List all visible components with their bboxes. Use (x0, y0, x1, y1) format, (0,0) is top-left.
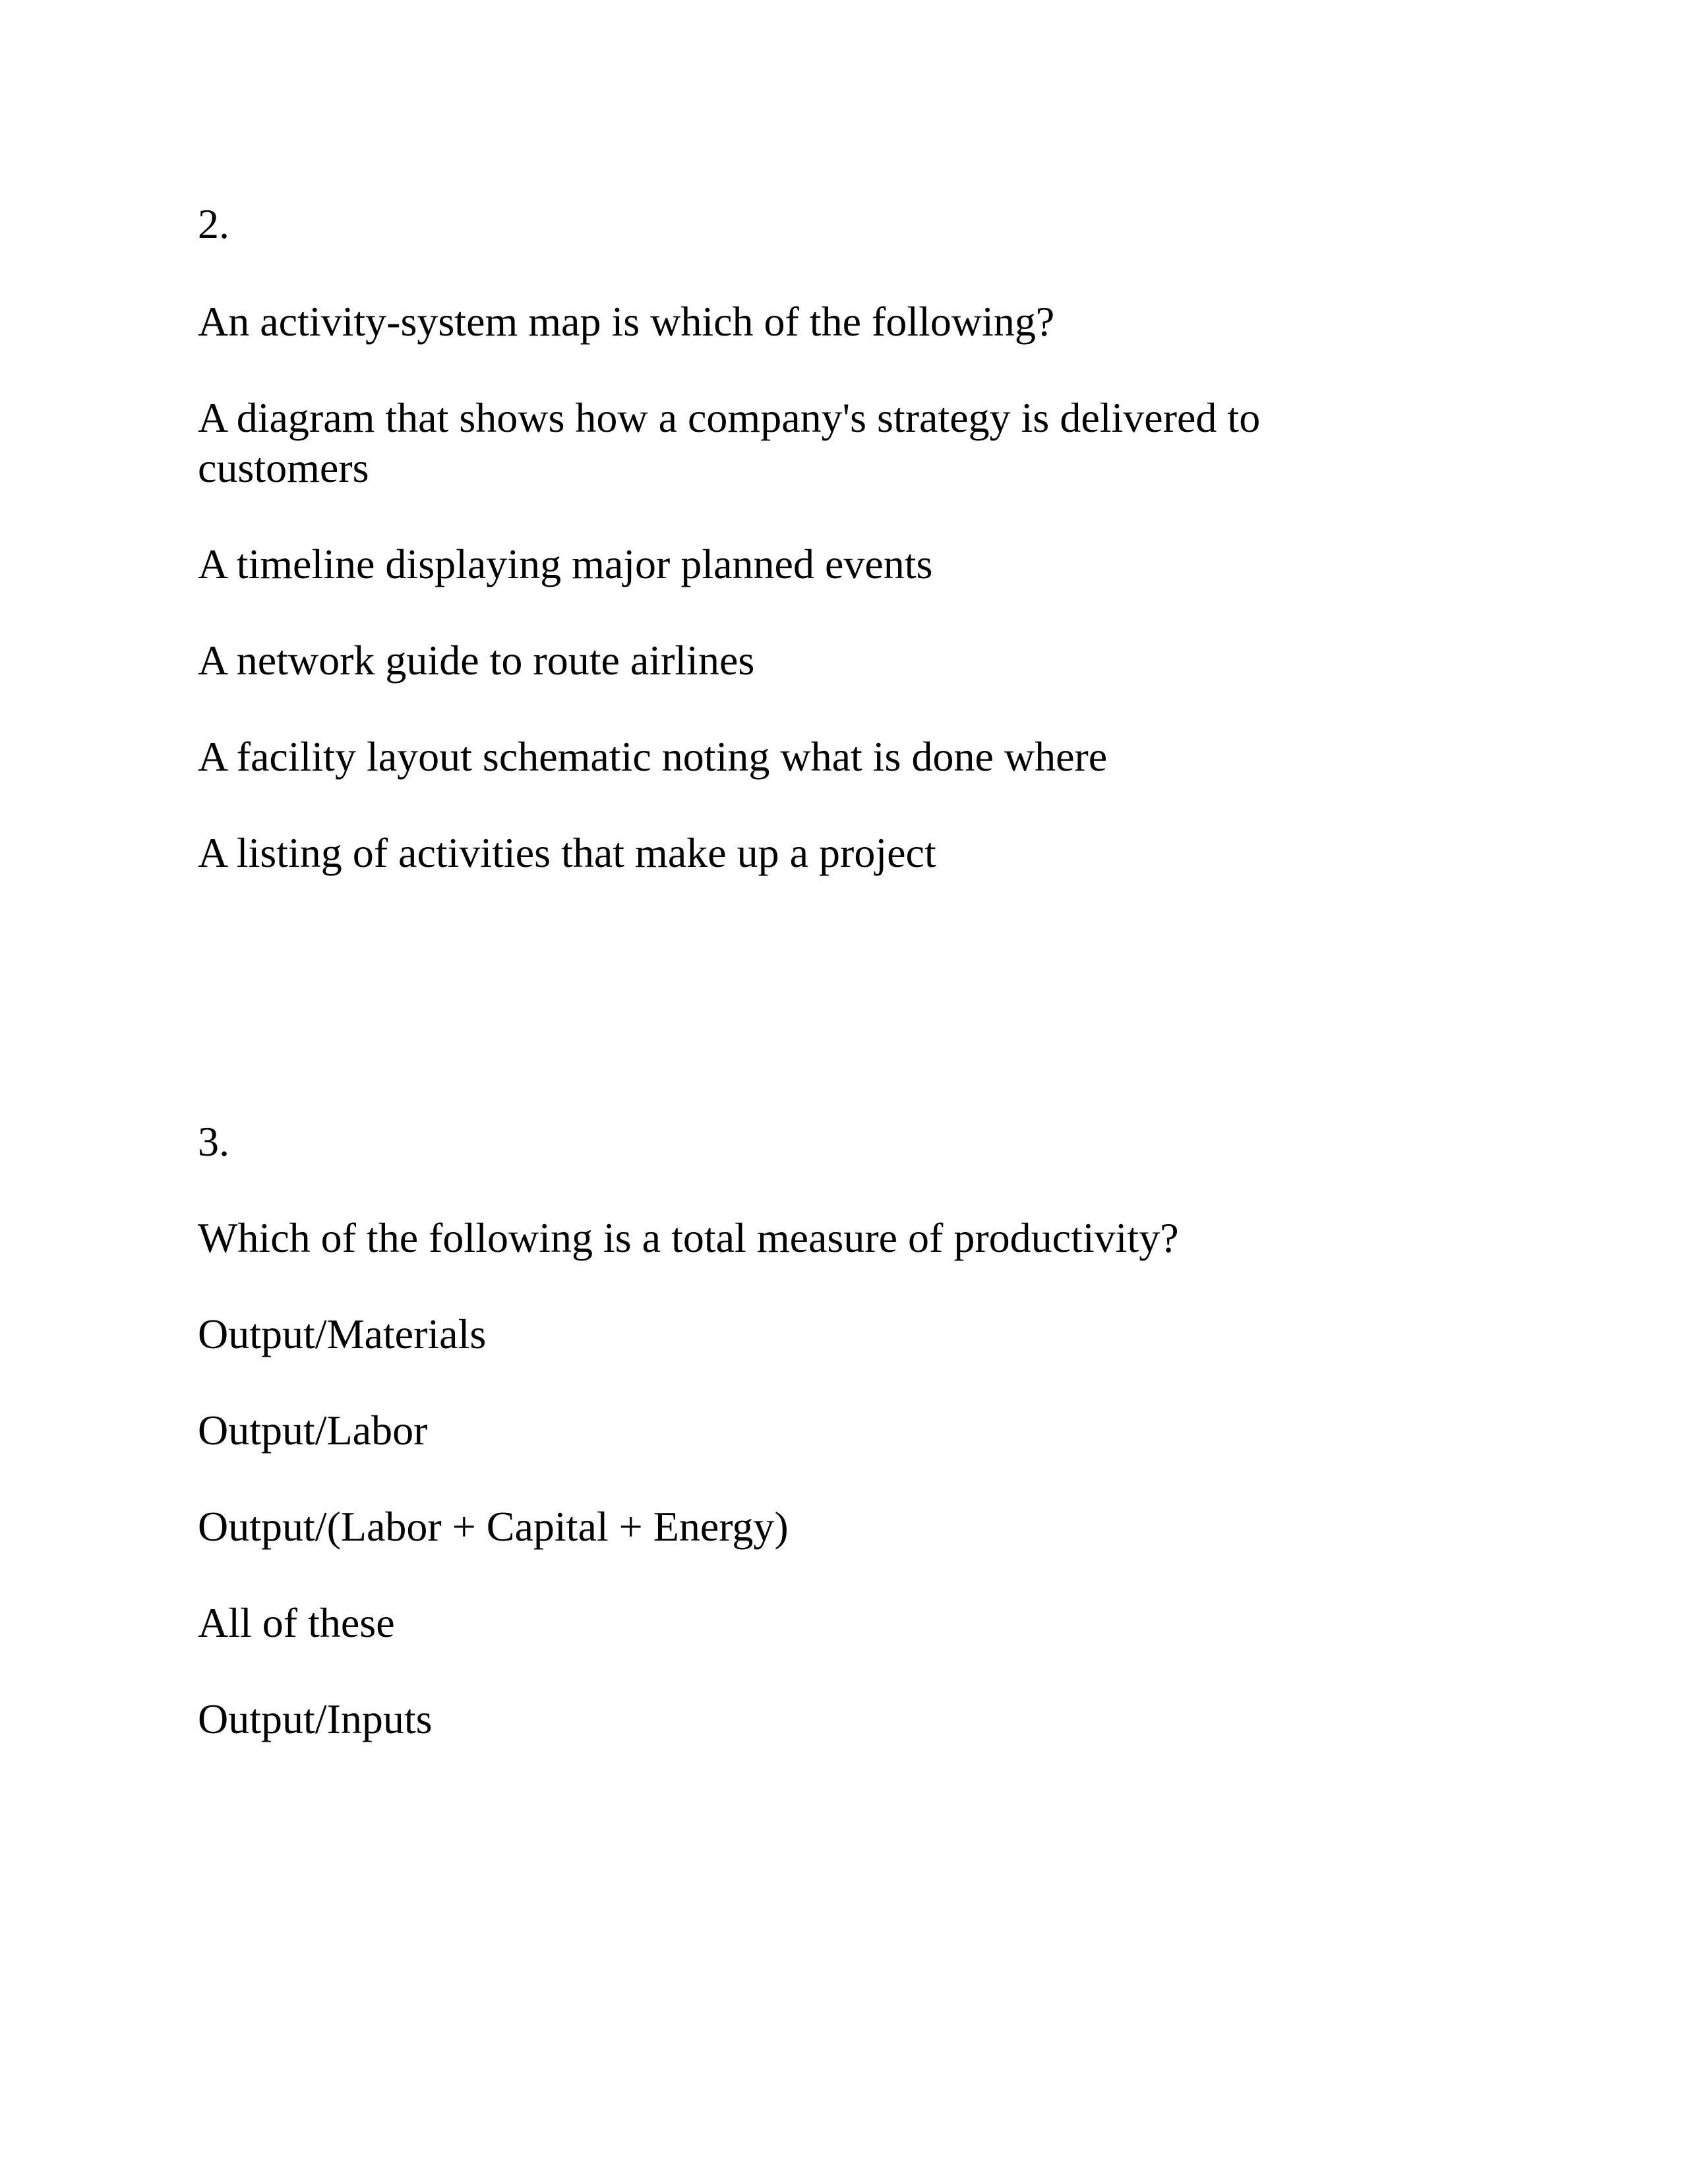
answer-option: A diagram that shows how a company's strategy is delivered to customers (198, 394, 1261, 491)
question-prompt: Which of the following is a total measure of productivity? (198, 1214, 1179, 1261)
question-prompt: An activity-system map is which of the following? (198, 298, 1055, 345)
answer-option: Output/Materials (198, 1311, 487, 1357)
answer-option: Output/(Labor + Capital + Energy) (198, 1503, 789, 1550)
answer-option: A network guide to route airlines (198, 637, 755, 684)
answer-option: Output/Labor (198, 1407, 428, 1454)
question-number: 2. (198, 200, 229, 247)
answer-option: All of these (198, 1599, 395, 1646)
answer-option: A timeline displaying major planned events (198, 541, 933, 587)
answer-option: A facility layout schematic noting what is done where (198, 733, 1108, 780)
answer-option: A listing of activities that make up a project (198, 829, 936, 876)
answer-option: Output/Inputs (198, 1696, 433, 1742)
question-number: 3. (198, 1118, 229, 1165)
